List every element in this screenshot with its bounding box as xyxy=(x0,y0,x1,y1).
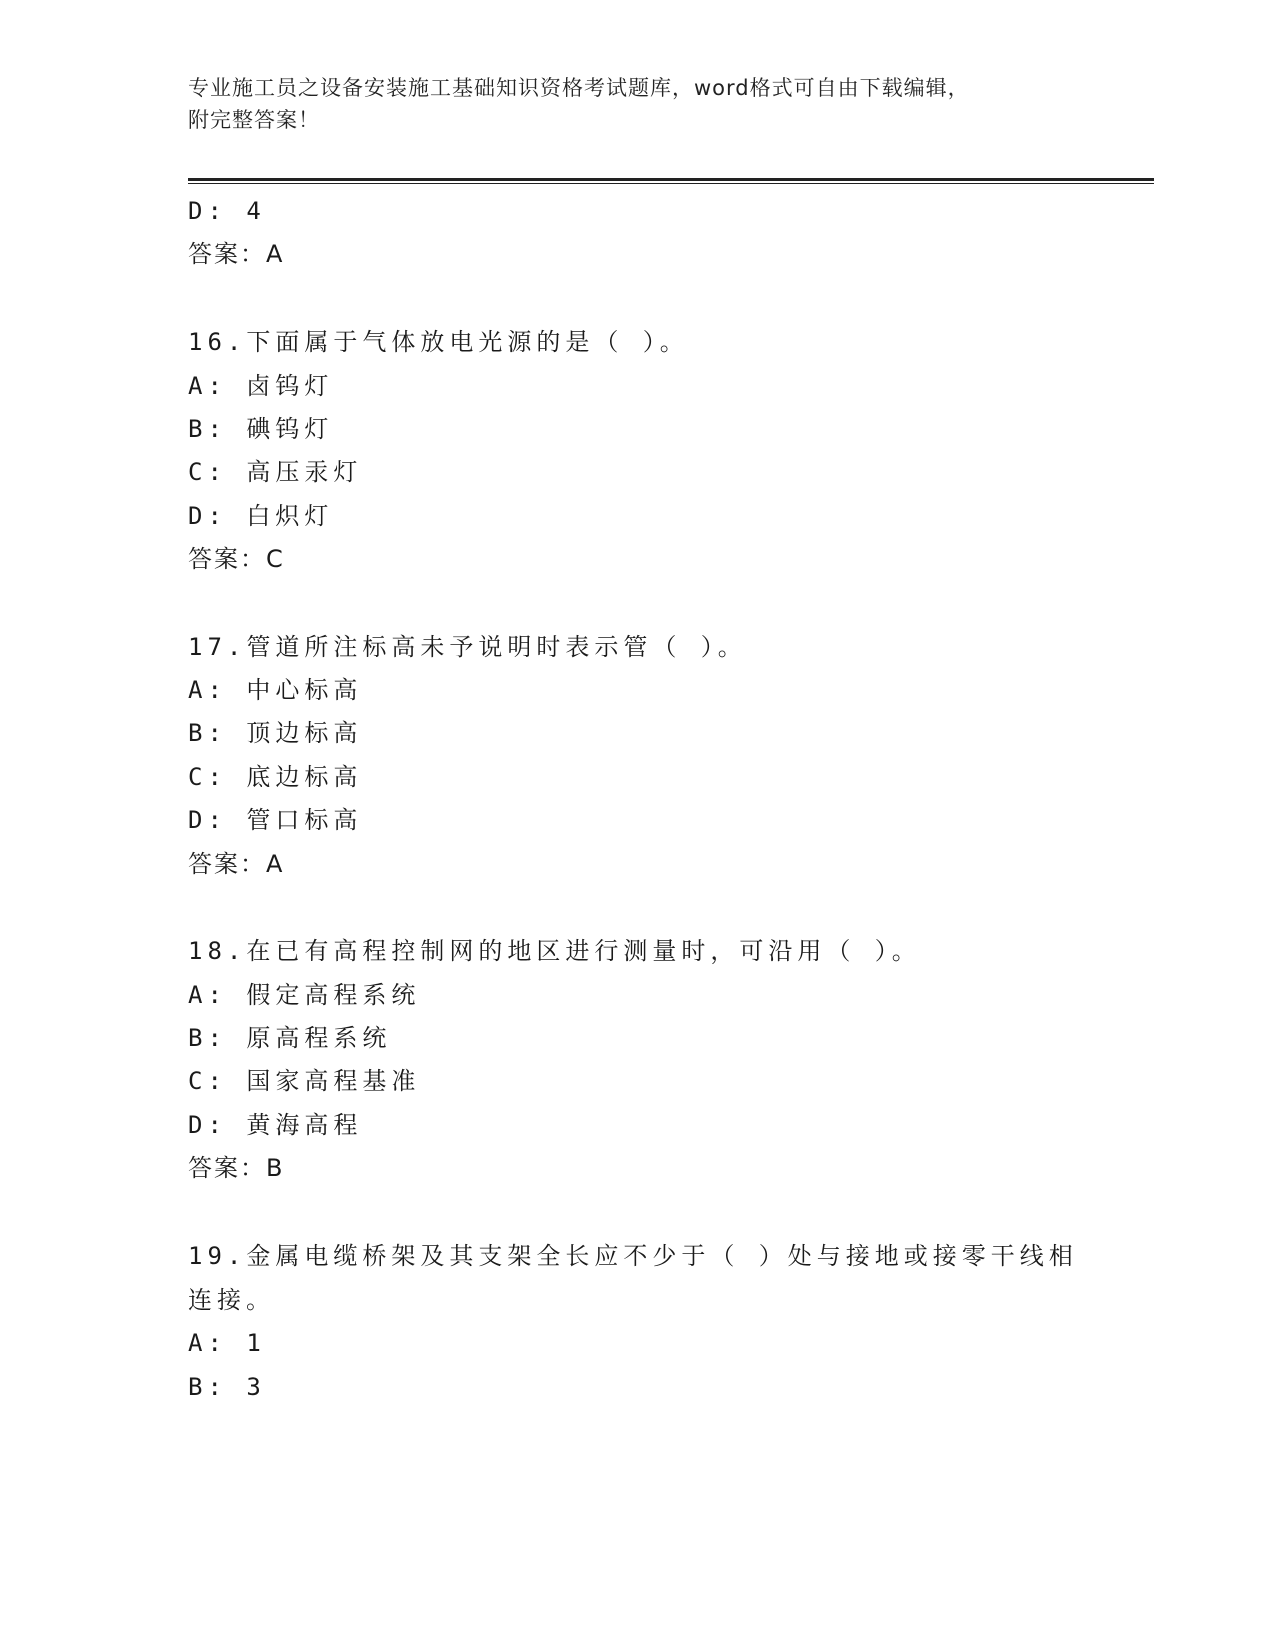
q16-option-b: B: 碘钨灯 xyxy=(188,415,334,443)
header-line-1: 专业施工员之设备安装施工基础知识资格考试题库，word格式可自由下载编辑， xyxy=(188,76,970,100)
document-header xyxy=(188,72,1088,136)
q16-answer: 答案：C xyxy=(188,545,285,573)
q18-answer: 答案：B xyxy=(188,1154,285,1182)
q18-option-a: A: 假定高程系统 xyxy=(188,981,421,1009)
q18-option-b: B: 原高程系统 xyxy=(188,1024,392,1052)
q19-option-a: A: 1 xyxy=(188,1329,266,1357)
header-divider-thin xyxy=(188,183,1154,184)
q17-option-d: D: 管口标高 xyxy=(188,806,363,834)
q16-option-a: A: 卤钨灯 xyxy=(188,372,334,400)
q17-option-b: B: 顶边标高 xyxy=(188,719,363,747)
header-line-2: 附完整答案！ xyxy=(188,108,320,132)
q18-option-c: C: 国家高程基准 xyxy=(188,1067,421,1095)
q15-option-d: D: 4 xyxy=(188,197,266,225)
q19-stem-line-2: 连接。 xyxy=(188,1286,275,1314)
q17-option-c: C: 底边标高 xyxy=(188,763,363,791)
q16-stem: 16.下面属于气体放电光源的是（ ）。 xyxy=(188,328,689,356)
header-divider-thick xyxy=(188,178,1154,181)
q16-option-c: C: 高压汞灯 xyxy=(188,458,363,486)
q17-option-a: A: 中心标高 xyxy=(188,676,363,704)
q15-answer: 答案：A xyxy=(188,240,285,268)
q19-stem-line-1: 19.金属电缆桥架及其支架全长应不少于（ ）处与接地或接零干线相 xyxy=(188,1242,1078,1270)
q18-option-d: D: 黄海高程 xyxy=(188,1111,363,1139)
q17-answer: 答案：A xyxy=(188,850,285,878)
q19-option-b: B: 3 xyxy=(188,1373,266,1401)
q18-stem: 18.在已有高程控制网的地区进行测量时，可沿用（ ）。 xyxy=(188,937,921,965)
q17-stem: 17.管道所注标高未予说明时表示管（ ）。 xyxy=(188,633,747,661)
q16-option-d: D: 白炽灯 xyxy=(188,502,334,530)
